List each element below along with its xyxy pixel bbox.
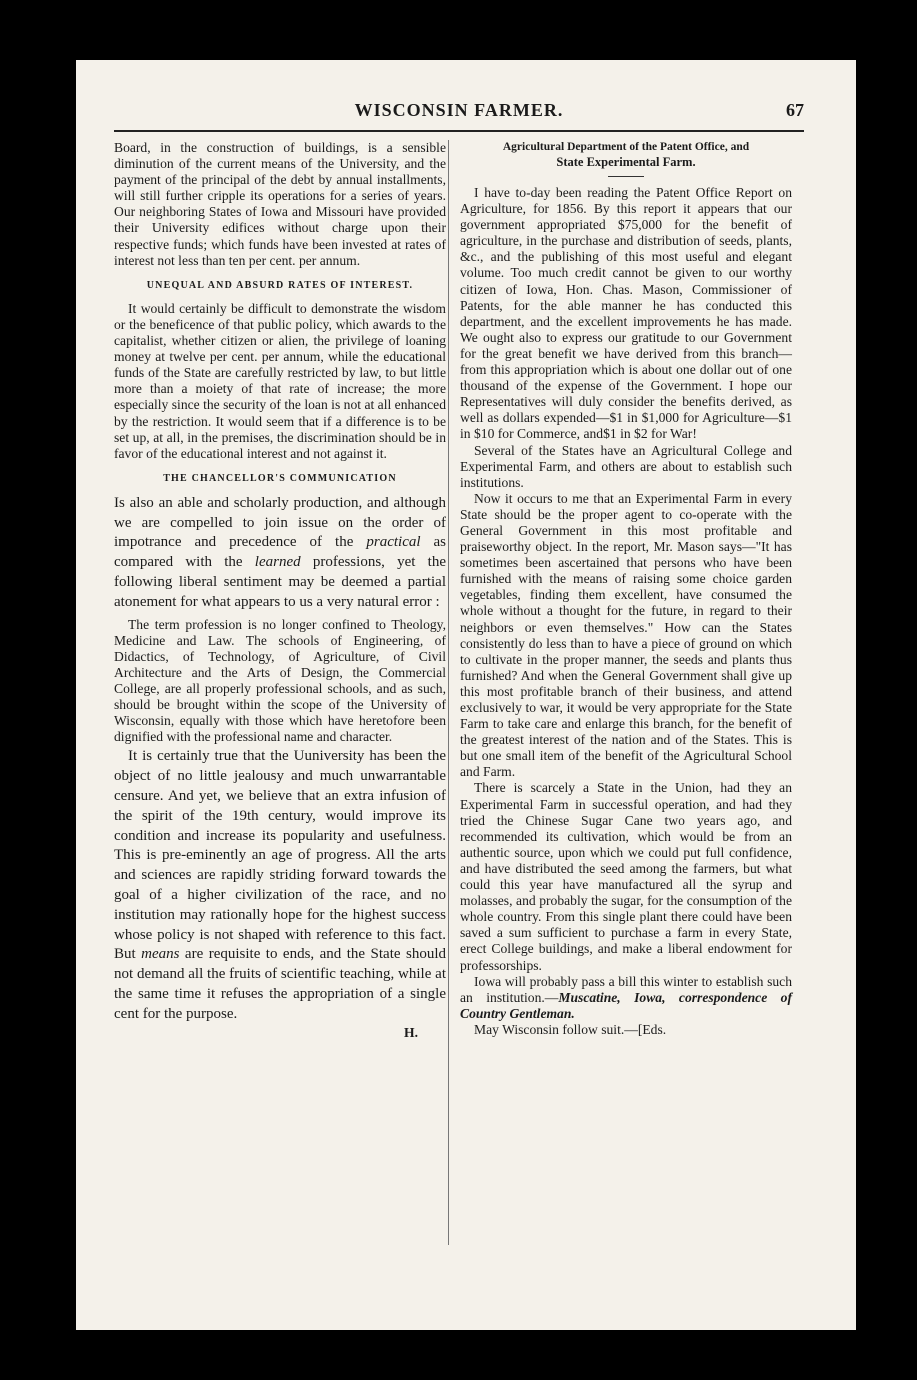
page-number: 67 bbox=[786, 100, 804, 120]
left-paragraph-3 bbox=[114, 494, 446, 613]
left-paragraph-5 bbox=[114, 747, 446, 1024]
text-run-italic: Muscatine, Iowa, correspondence of Country Gentleman. bbox=[460, 989, 793, 1021]
newspaper-page bbox=[76, 60, 856, 1330]
text-run-italic: practical bbox=[366, 534, 421, 551]
signature-line bbox=[114, 1025, 446, 1041]
section-heading-chancellor: THE CHANCELLOR'S COMMUNICATION bbox=[163, 472, 397, 484]
article-heading bbox=[460, 140, 792, 170]
text-run-italic: learned bbox=[254, 554, 301, 571]
page-header bbox=[114, 100, 804, 130]
left-column bbox=[114, 140, 446, 1041]
header-rule bbox=[114, 130, 804, 132]
article-heading-line-1: Agricultural Department of the Patent Office, and bbox=[502, 141, 750, 153]
text-run-italic: means bbox=[141, 946, 180, 963]
signature: H. bbox=[404, 1024, 418, 1040]
left-quote-paragraph: The term profession is no longer confined to Theology, Medicine and Law. The schools of Engineering, of Didactics, of Technology, of Agriculture, of Civil Architecture and the Arts of Design, the Commercial College, are all properly professional schools, and as such, should be brought within the scope of the University of Wisconsin, equally with those which have heretofore been dignified with the professional name and character. bbox=[114, 616, 446, 745]
text-run: It is certainly true that the Uuniversity has been the object of no little jealousy and much unwarrantable censure. And yet, we believe that an extra infusion of the spirit of the 19th century, would improve its condition and increase its popularity and usefulness. This is pre-eminently an age of progress. All the arts and sciences are rapidly striding forward towards the goal of a higher civilization of the race, and no institution may rationally hope for the highest success whose policy is not shaped with reference to this fact. But bbox=[114, 748, 446, 963]
left-paragraph-1: Board, in the construction of buildings, is a sensible diminution of the current means of the University, and the payment of the principal of the debt by annual installments, will still further cripple its operations for a series of years. Our neighboring States of Iowa and Missouri have provided their University edifices without charge upon their respective funds; which funds have been invested at rates of interest not less than ten per cent. per annum. bbox=[114, 140, 446, 268]
right-paragraph-4: There is scarcely a State in the Union, had they an Experimental Farm in successful operation, and had they tried the Chinese Sugar Cane two years ago, and recommended its cultivation, which would be from an authentic source, upon which we could put full confidence, and have distributed the seed among the farmers, but what could this year have manufactured all the syrup and molasses, and probably the sugar, for the consumption of the whole country. From this single plant there could have been saved a sum sufficient to purchase a farm in every State, erect College buildings, and make a liberal endowment for professorships. bbox=[460, 780, 792, 973]
article-heading-line-2: State Experimental Farm. bbox=[556, 155, 696, 169]
editor-note: May Wisconsin follow suit.—[Eds. bbox=[474, 1021, 667, 1037]
right-paragraph-3: Now it occurs to me that an Experimental Farm in every State should be the proper agent to co-operate with the General Government in this most profitable and praiseworthy object. In the report, Mr. Mason says—"It has sometimes been ascertained that persons who have been furnished with the means of raising some choice garden vegetables, finding them excellent, have consumed the whole without a thought for the future, in regard to their neighbors or even themselves." How can the States consistently do less than to have a piece of ground on which to cultivate in the proper manner, the seeds and plants thus furnished? And when the General Government shall give up this most profitable branch of their business, and attend exclusively to war, it would be very appropriate for the State Farm to take care and enlarge this branch, for the benefit of the greatest interest of the nation and of the States. This is but one small item of the benefit of the Agricultural School and Farm. bbox=[460, 490, 792, 780]
text-run: Is also an able and scholarly production, and although we are compelled to join issue on the order of impotrance and precedence of the bbox=[114, 494, 446, 551]
left-paragraph-2: It would certainly be difficult to demonstrate the wisdom or the beneficence of that public policy, which awards to the capitalist, whether citizen or alien, the privilege of loaning money at twelve per cent. per annum, while the educational funds of the State are carefully restricted by law, to but little more than a moiety of that rate of increase; the more especially since the security of the loan is not at all enhanced by the restriction. It would seem that if a difference is to be set up, at all, in the premises, the discrimination should be in favor of the educational interest and not against it. bbox=[114, 300, 446, 461]
text-run: Iowa will probably pass a bill this winter to establish such an institution.— bbox=[460, 973, 792, 1005]
text-run: professions, yet the following liberal sentiment may be deemed a partial atonement for what appears to us a very natural error : bbox=[114, 554, 446, 610]
right-paragraph-1: I have to-day been reading the Patent Office Report on Agriculture, for 1856. By this report it appears that our government appropriated $75,000 for the benefit of agriculture, in the purchase and distribution of seeds, plants, &c., and the publishing of this most useful and elegant volume. Too much credit cannot be given to our worthy citizen of Iowa, Hon. Chas. Mason, Commissioner of Patents, for the able manner he has conducted this department, and the excellent improvements he has made. We ought also to express our gratitude to our Government for the great benefit we have derived from this branch—from this appropriation which is about one dollar out of one thousand of the expense of the Government. I hope our Representatives will duly consider the benefits derived, as well as dollars expended—$1 in $1,000 for Agriculture—$1 in $10 for Commerce, and$1 in $2 for War! bbox=[460, 185, 792, 442]
heading-rule bbox=[608, 176, 644, 177]
section-heading-interest: UNEQUAL AND ABSURD RATES OF INTEREST. bbox=[146, 279, 414, 291]
right-paragraph-5 bbox=[460, 974, 792, 1022]
text-run: are requisite to ends, and the State should not demand all the fruits of scientific teaching, while at the same time it refuses the appropriation of a single cent for the purpose. bbox=[114, 946, 446, 1022]
text-run: as compared with the bbox=[114, 534, 447, 571]
right-column bbox=[460, 140, 792, 1038]
page-title: WISCONSIN FARMER. bbox=[354, 100, 564, 120]
column-divider bbox=[448, 140, 449, 1245]
right-paragraph-2: Several of the States have an Agricultural College and Experimental Farm, and others are about to establish such institutions. bbox=[460, 442, 792, 490]
